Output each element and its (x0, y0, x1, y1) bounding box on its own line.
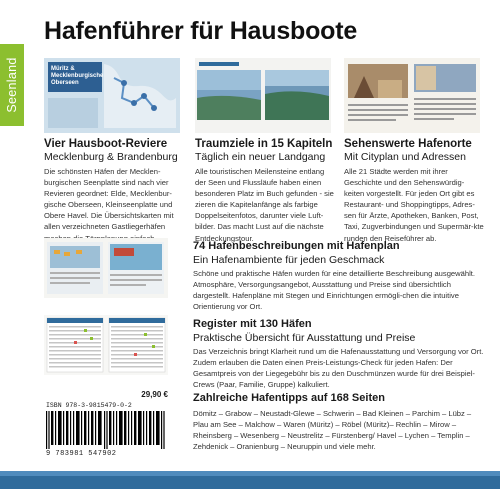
thumb-hafenorte (344, 58, 480, 133)
register-table-icon (44, 315, 168, 375)
sec3-title: Zahlreiche Hafentipps auf 168 Seiten (193, 392, 385, 404)
sec1-body: Schöne und praktische Häfen wurden für eine detaillierte Beschreibung ausgewählt. Atmosphäre, Versorgungsangebot, Ausstattung und Preise sind übersichtlich dargestellt. Hafenpläne mit Stegen und Einrichtungen ermögli-chen die intuitive Orientierung vor Ort. (193, 269, 475, 312)
barcode-number: 9 783981 547902 (46, 450, 117, 458)
col1-subtitle: Mecklenburg & Brandenburg (44, 151, 178, 163)
col2-title: Traumziele in 15 Kapiteln (195, 138, 333, 150)
thumb-map-reviere (44, 58, 180, 133)
harbour-plan-icon (44, 238, 168, 298)
sec2-title: Register mit 130 Häfen (193, 318, 312, 330)
col3-body: Alle 21 Städte werden mit ihrer Geschichte und den Sehenswürdig-keiten vorgestellt. Für jeden Ort gibt es Restaurant- und Shoppingtipps, Adres-sen für Ärzte, Apotheken, Banken, Post, Taxi, Zugverbindungen und Supermär-kte runden den Reiseführer ab. (344, 167, 484, 243)
seenland-label: Seenland (5, 57, 19, 113)
bottom-band-highlight (0, 471, 500, 476)
price-label: 29,90 € (141, 390, 168, 399)
sec2-body: Das Verzeichnis bringt Klarheit rund um die Hafenausstattung und Versorgung vor Ort. Zudem erlauben die Daten einen Preis-Leistungs-Check für jeden Hafen: Der Gesamtpreis von der Liegegebühr bis zu den Duschmünzen wurde für drei Beispiel-Crews (Paar, Familie, Gruppe) kalkuliert. (193, 347, 484, 390)
isbn-text: ISBN 978-3-9815479-0-2 (46, 402, 132, 409)
col3-title: Sehenswerte Hafenorte (344, 138, 472, 150)
thumb-traumziele (195, 58, 331, 133)
seenland-tab (0, 44, 24, 126)
col3-subtitle: Mit Cityplan und Adressen (344, 151, 466, 163)
sec2-subtitle: Praktische Übersicht für Ausstattung und Preise (193, 332, 416, 344)
barcode-block (44, 390, 170, 460)
thumb-register (44, 315, 168, 375)
bottom-band (0, 471, 500, 489)
col2-body: Alle touristischen Meilensteine entlang der Seen und Flussläufe haben einen besonderen Platz im Buch gefunden - sie zieren die Kapitelanfänge als farbige Doppelseitenfotos, darunter viele Luft-bilder. Das macht Lust auf die nächste Entdeckungstour. (195, 167, 334, 243)
col2-subtitle: Täglich ein neuer Landgang (195, 151, 326, 163)
col1-title: Vier Hausboot-Reviere (44, 138, 168, 150)
sec1-title: 74 Hafenbeschreibungen mit Hafenplan (193, 240, 400, 252)
thumb-map-title: Müritz & Mecklenburgische Oberseen (51, 66, 104, 86)
sec3-body: Dömitz – Grabow – Neustadt-Glewe – Schwerin – Bad Kleinen – Parchim – Lübz – Plau am See – Malchow – Waren (Müritz) – Röbel (Müritz)– Rechlin – Mirow – Rheinsberg – Wesenberg – Neustrelitz – Fürstenberg/ Havel – Lychen – Templin – Zehdenick – Oranienburg – Neuruppin und viele mehr. (193, 409, 472, 452)
barcode-icon (46, 411, 168, 449)
col1-body: Die schönsten Häfen der Mecklen-burgischen Seenplatte sind nach vier Revieren geordnet: Elde, Mecklenbur-gische Oberseen, Kleinseenplatte und Obere Havel. Die Übersichtskarten mit allen verzeichneten Gastliegerhäfen (44, 167, 174, 232)
thumb-hafenplan (44, 238, 168, 298)
city-page-icon (344, 58, 480, 133)
aerial-photo-icon (195, 58, 331, 133)
sec1-subtitle: Ein Hafenambiente für jeden Geschmack (193, 254, 385, 266)
page-title: Hafenführer für Hausboote (44, 17, 358, 45)
